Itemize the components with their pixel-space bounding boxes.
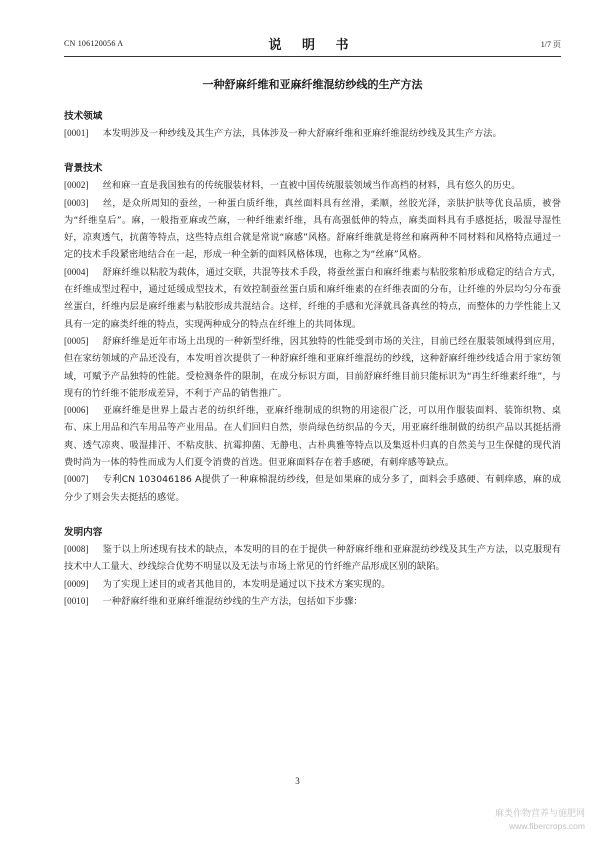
paragraph (64, 471, 561, 506)
section-technical-field (64, 108, 561, 142)
document-body (64, 108, 561, 610)
section-background (64, 160, 561, 506)
watermark-site-name: 麻类作物营养与施肥网 (494, 809, 585, 819)
header-divider (64, 56, 561, 57)
paragraph-number: [0004] (64, 266, 89, 277)
site-watermark (495, 808, 585, 832)
paragraph-text: 舒麻纤维是近年市场上出现的一种新型纤维，因其独特的性能受到市场的关注，目前已经在服装领域得到应用，但在家纺领域的产品还没有，本发明首次提供了一种舒麻纤维和亚麻纤维混纺的纱线，这种舒麻纤维纱线适合用于家纺领域，可赋予产品独特的性能。受检测条件的限制，在成分标识方面，目前舒麻纤维目前只能标识为“再生纤维素纤维”，与现有的竹纤维不能形成差异，不利于产品的销售推广。 (64, 335, 561, 399)
paragraph-number: [0007] (64, 474, 89, 485)
page-header (64, 30, 561, 52)
paragraph (64, 264, 561, 333)
watermark-url: www.fibercrops.com (508, 821, 585, 831)
document-type: 说 明 书 (268, 38, 357, 53)
paragraph (64, 333, 561, 402)
section-heading: 发明内容 (64, 526, 103, 538)
publication-number: CN 106120056 A (64, 39, 124, 48)
paragraph (64, 593, 561, 610)
paragraph-number: [0010] (64, 595, 89, 606)
section-heading: 技术领域 (64, 111, 103, 122)
paragraph (64, 576, 561, 593)
paragraph-text: 为了实现上述目的或者其他目的，本发明是通过以下技术方案实现的。 (102, 578, 391, 590)
document-title: 一种舒麻纤维和亚麻纤维混纺纱线的生产方法 (202, 78, 423, 91)
paragraph-text: 丝，是众所周知的蚕丝，一种蛋白质纤维，真丝面料具有丝滑，柔顺，丝胶光泽，亲肤护肤等优良品质，被誉为“纤维皇后”。麻，一般指亚麻或苎麻，一种纤维素纤维，具有高强低伸的特点，麻类面料具有手感挺括，吸湿导湿性好，凉爽透气，抗菌等特点，这些特点组合就是常说“麻感”风格。舒麻纤维就是将丝和麻两种不同材料和风格特点通过一定的技术手段紧密地结合在一起，形成一种全新的面料风格体现，也称之为“丝麻”风格。 (64, 197, 561, 261)
page-indicator: 1/7 页 (540, 40, 561, 49)
paragraph-number: [0006] (64, 405, 89, 416)
paragraph-number: [0009] (64, 578, 89, 589)
paragraph (64, 541, 561, 576)
paragraph (64, 402, 561, 471)
paragraph-text: 亚麻纤维是世界上最古老的纺织纤维，亚麻纤维制成的织物的用途很广泛，可以用作服装面料、装饰织物、桌布、床上用品和汽车用品等产业用品。在人们回归自然，崇尚绿色纺织品的今天，用亚麻纤维制做的纺织产品以其挺括滑爽、透气凉爽、吸湿排汗、不粘皮肤、抗霉抑菌、无静电、古朴典雅等特点以及集返朴归真的自然美与卫生保健的现代消费时尚为一体的特性而成为人们夏令消费的首选。但亚麻面料存在着手感硬，有刺痒感等缺点。 (64, 405, 561, 469)
paragraph-text: 本发明涉及一种纱线及其生产方法，具体涉及一种大舒麻纤维和亚麻纤维混纺纱线及其生产方法。 (102, 128, 502, 139)
paragraph (64, 195, 561, 264)
paragraph-number: [0008] (64, 543, 89, 554)
paragraph-number: [0003] (64, 197, 89, 208)
paragraph-text: 专利CN 103046186 A提供了一种麻棉混纺纱线，但是如果麻的成分多了，面料会手感硬、有刺痒感，麻的成分少了则会失去挺括的感觉。 (64, 474, 561, 503)
paragraph (64, 177, 561, 194)
paragraph-text: 丝和麻一直是我国独有的传统服装材料，一直被中国传统服装领域当作高档的材料，具有悠久的历史。 (102, 180, 521, 192)
paragraph (64, 125, 561, 142)
section-heading: 背景技术 (64, 163, 103, 175)
paragraph-number: [0001] (64, 128, 89, 138)
paragraph-text: 鉴于以上所述现有技术的缺点，本发明的目的在于提供一种舒麻纤维和亚麻混纺纱线及其生产方法，以克服现有技术中人工量大、纱线综合优势不明显以及无法与市场上常见的竹纤维产品形成区别的缺陷。 (64, 543, 561, 573)
paragraph-number: [0005] (64, 335, 89, 346)
section-summary (64, 524, 561, 610)
paragraph-text: 舒麻纤维以粘胶为载体，通过交联，共混等技术手段，将蚕丝蛋白和麻纤维素与粘胶浆粕形成稳定的结合方式，在纤维成型过程中，通过延缓成型技术，有效控制蚕丝蛋白质和麻纤维素的在纤维表面的分布，让纤维的外层均匀分布蚕丝蛋白，纤维内层是麻纤维素与粘胶形成共混结合。这样，纤维的手感和光泽就具备真丝的特点，而整体的力学性能上又具有一定的麻类纤维的特点，实现两种成分的特点在纤维上的共同体现。 (64, 266, 561, 330)
paragraph-text: 一种舒麻纤维和亚麻纤维混纺纱线的生产方法，包括如下步骤： (102, 595, 363, 607)
page-number: 3 (295, 776, 300, 786)
paragraph-number: [0002] (64, 180, 89, 191)
